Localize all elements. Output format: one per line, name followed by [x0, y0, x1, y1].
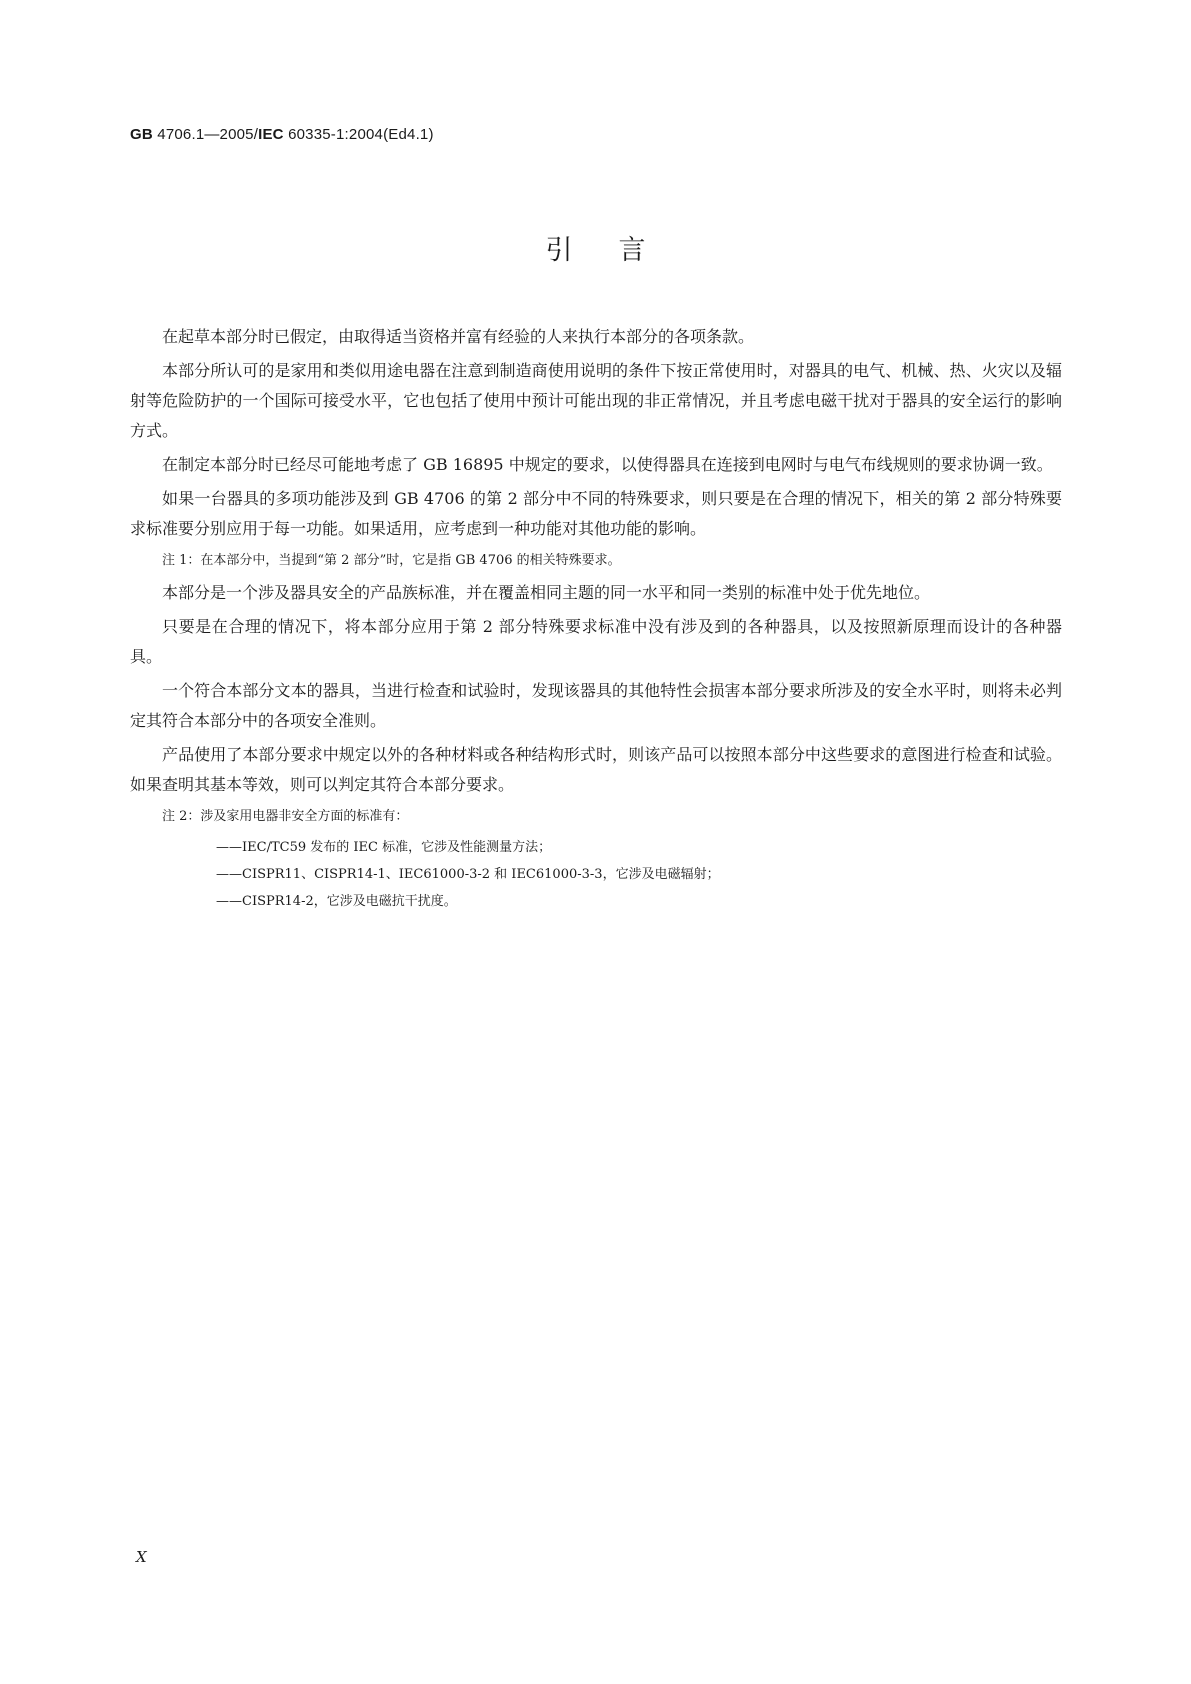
note-2-item: ——CISPR11、CISPR14-1、IEC61000-3-2 和 IEC61000-3-3，它涉及电磁辐射； — [216, 867, 720, 882]
document-header — [130, 126, 434, 143]
paragraph: 在起草本部分时已假定，由取得适当资格并富有经验的人来执行本部分的各项条款。 — [162, 327, 755, 346]
document-body — [130, 322, 1062, 915]
paragraph: 本部分是一个涉及器具安全的产品族标准，并在覆盖相同主题的同一水平和同一类别的标准中处于优先地位。 — [162, 583, 931, 602]
paragraph: 本部分所认可的是家用和类似用途电器在注意到制造商使用说明的条件下按正常使用时，对器具的电气、机械、热、火灾以及辐射等危险防护的一个国际可接受水平，它也包括了使用中预计可能出现的非正常情况，并且考虑电磁干扰对于器具的安全运行的影响方式。 — [130, 361, 1062, 440]
note-2-intro: 注 2：涉及家用电器非安全方面的标准有： — [162, 809, 409, 824]
page-title: 引言 — [545, 235, 692, 266]
note-2-item: ——CISPR14-2，它涉及电磁抗干扰度。 — [216, 894, 457, 909]
paragraph: 如果一台器具的多项功能涉及到 GB 4706 的第 2 部分中不同的特殊要求，则只要是在合理的情况下，相关的第 2 部分特殊要求标准要分别应用于每一功能。如果适用，应考虑到一种功能对其他功能的影响。 — [130, 489, 1062, 538]
header-standard-id: GB — [130, 126, 153, 143]
page-number: X — [136, 1548, 147, 1566]
paragraph: 一个符合本部分文本的器具，当进行检查和试验时，发现该器具的其他特性会损害本部分要求所涉及的安全水平时，则将未必判定其符合本部分中的各项安全准则。 — [130, 681, 1062, 730]
header-iec-code: 60335-1:2004(Ed4.1) — [288, 126, 434, 143]
header-iec: IEC — [258, 126, 284, 143]
note-1: 注 1：在本部分中，当提到“第 2 部分”时，它是指 GB 4706 的相关特殊要求。 — [162, 553, 621, 568]
paragraph: 产品使用了本部分要求中规定以外的各种材料或各种结构形式时，则该产品可以按照本部分中这些要求的意图进行检查和试验。如果查明其基本等效，则可以判定其符合本部分要求。 — [130, 745, 1062, 794]
paragraph: 在制定本部分时已经尽可能地考虑了 GB 16895 中规定的要求，以使得器具在连接到电网时与电气布线规则的要求协调一致。 — [162, 455, 1053, 474]
note-2-item: ——IEC/TC59 发布的 IEC 标准，它涉及性能测量方法； — [216, 840, 552, 855]
header-code: 4706.1—2005/ — [157, 126, 259, 143]
paragraph: 只要是在合理的情况下，将本部分应用于第 2 部分特殊要求标准中没有涉及到的各种器具，以及按照新原理而设计的各种器具。 — [130, 617, 1062, 666]
